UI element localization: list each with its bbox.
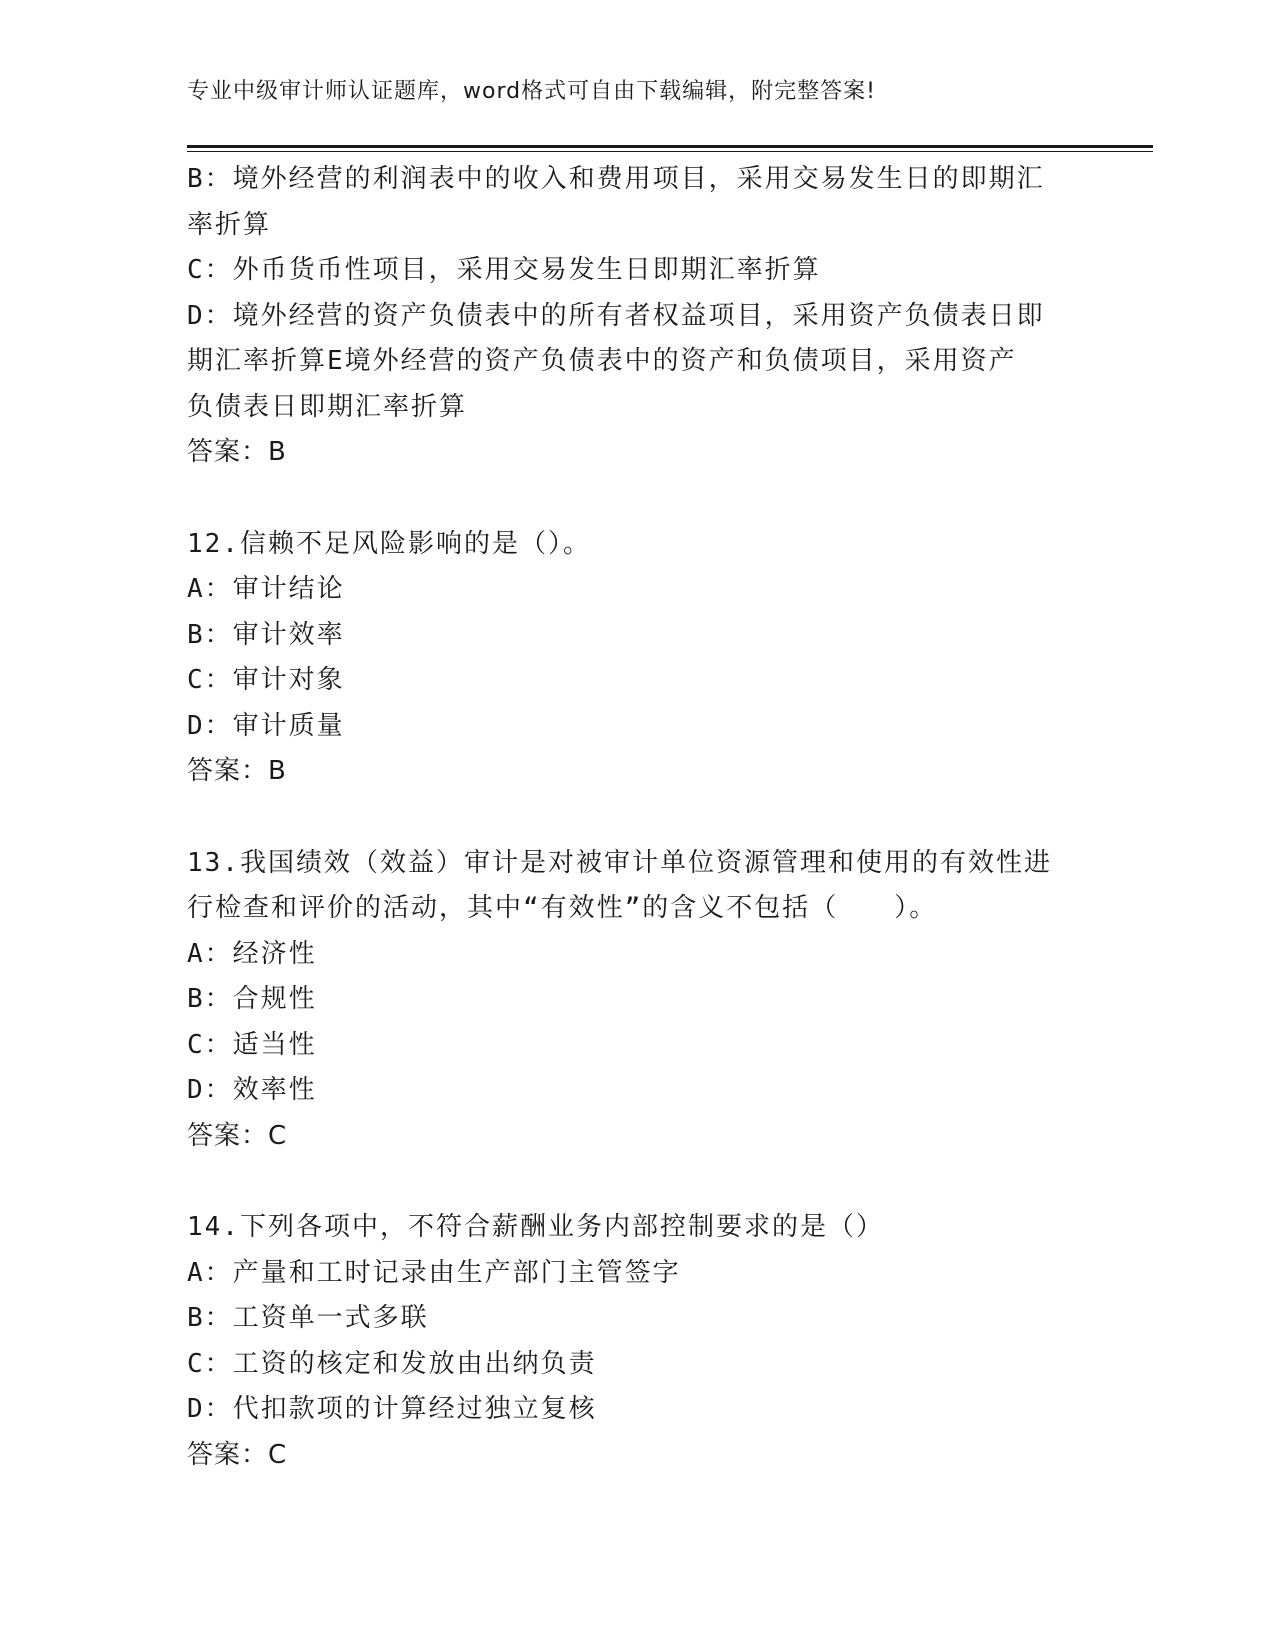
option-c: C：适当性 (187, 1029, 317, 1060)
option-b: B：境外经营的利润表中的收入和费用项目，采用交易发生日的即期汇 (187, 164, 1045, 194)
answer: 答案：B (187, 437, 287, 467)
answer: 答案：C (187, 1439, 288, 1470)
question-stem-continued: 行检查和评价的活动，其中“有效性”的含义不包括（ ）。 (187, 893, 938, 923)
option-c: C：工资的核定和发放由出纳负责 (187, 1348, 597, 1379)
question-stem: 12.信赖不足风险影响的是（）。 (187, 528, 591, 559)
question-12 (187, 522, 1087, 795)
header-rule-thin (187, 151, 1153, 152)
question-stem: 14.下列各项中，不符合薪酬业务内部控制要求的是（） (187, 1212, 884, 1242)
option-b: B：合规性 (187, 984, 317, 1014)
option-d-continued: 负债表日即期汇率折算 (187, 391, 468, 422)
option-d: D：审计质量 (187, 710, 345, 741)
option-b: B：审计效率 (187, 619, 345, 650)
option-c: C：外币货币性项目，采用交易发生日即期汇率折算 (187, 255, 821, 285)
option-b: B：工资单一式多联 (187, 1303, 429, 1333)
page-header: 专业中级审计师认证题库，word格式可自由下载编辑，附完整答案! (187, 79, 876, 104)
option-a: A：审计结论 (187, 574, 345, 604)
question-stem: 13.我国绩效（效益）审计是对被审计单位资源管理和使用的有效性进 (187, 847, 1052, 878)
option-d: D：效率性 (187, 1075, 317, 1105)
option-b-continued: 率折算 (187, 209, 272, 240)
question-11-continued (187, 157, 1087, 476)
answer: 答案：C (187, 1120, 288, 1151)
option-a: A：产量和工时记录由生产部门主管签字 (187, 1257, 681, 1288)
spacer (187, 476, 1087, 522)
answer: 答案：B (187, 756, 287, 786)
option-d-continued: 期汇率折算E境外经营的资产负债表中的资产和负债项目，采用资产 (187, 346, 1017, 376)
question-13 (187, 841, 1087, 1160)
spacer (187, 1159, 1087, 1205)
question-content (187, 157, 1087, 1478)
spacer (187, 795, 1087, 841)
option-d: D：代扣款项的计算经过独立复核 (187, 1394, 597, 1424)
header-rule-thick (187, 145, 1153, 148)
option-c: C：审计对象 (187, 665, 345, 695)
option-d: D：境外经营的资产负债表中的所有者权益项目，采用资产负债表日即 (187, 300, 1045, 331)
question-14 (187, 1205, 1087, 1478)
option-a: A：经济性 (187, 938, 317, 969)
